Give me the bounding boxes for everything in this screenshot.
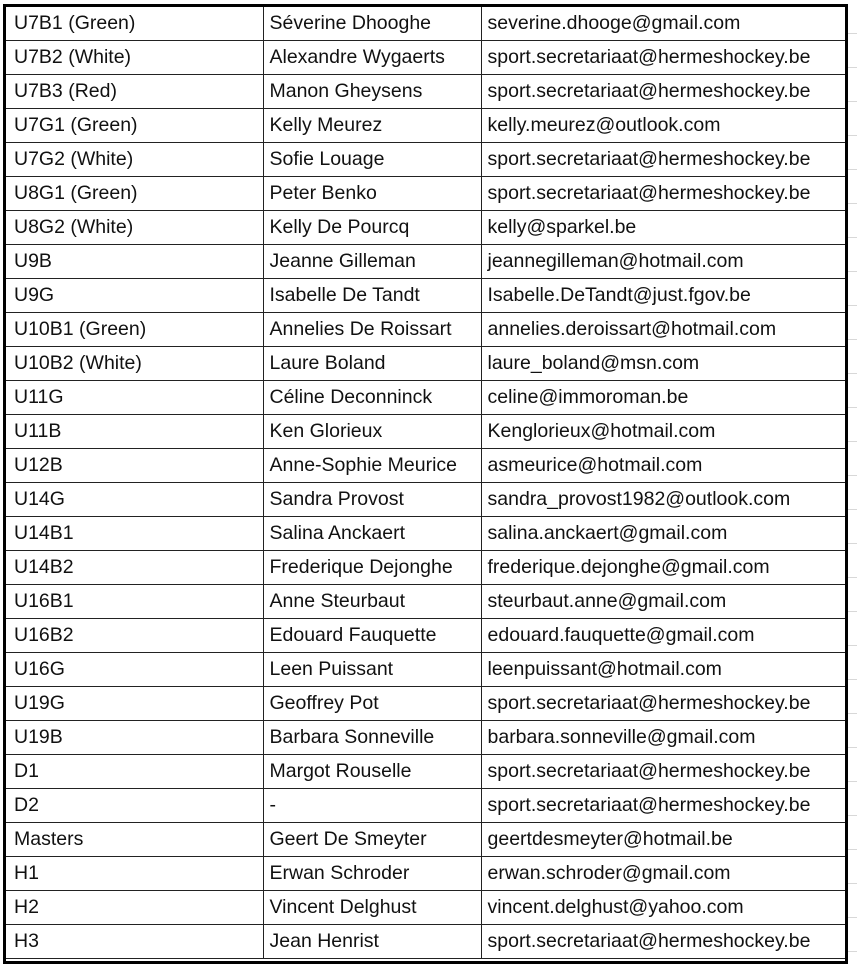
contact-name-cell[interactable]: Kelly De Pourcq	[263, 211, 481, 245]
email-cell[interactable]: kelly.meurez@outlook.com	[481, 109, 845, 143]
team-cell[interactable]: U7G2 (White)	[6, 143, 263, 177]
email-cell[interactable]: severine.dhooge@gmail.com	[481, 7, 845, 41]
contact-name-cell[interactable]: Margot Rouselle	[263, 755, 481, 789]
contact-name-cell[interactable]: Anne Steurbaut	[263, 585, 481, 619]
table-row	[6, 143, 845, 177]
team-cell[interactable]: D1	[6, 755, 263, 789]
email-cell[interactable]: barbara.sonneville@gmail.com	[481, 721, 845, 755]
team-cell[interactable]: U19G	[6, 687, 263, 721]
team-cell[interactable]: H1	[6, 857, 263, 891]
contact-name-cell[interactable]: Manon Gheysens	[263, 75, 481, 109]
email-cell[interactable]: salina.anckaert@gmail.com	[481, 517, 845, 551]
table-body	[6, 7, 845, 959]
table-row	[6, 109, 845, 143]
contact-name-cell[interactable]: Isabelle De Tandt	[263, 279, 481, 313]
table-row	[6, 177, 845, 211]
spreadsheet-gridlines	[848, 0, 857, 966]
team-cell[interactable]: U7B2 (White)	[6, 41, 263, 75]
table-row	[6, 857, 845, 891]
table-row	[6, 75, 845, 109]
contact-name-cell[interactable]: Edouard Fauquette	[263, 619, 481, 653]
contact-name-cell[interactable]: Vincent Delghust	[263, 891, 481, 925]
contact-name-cell[interactable]: Leen Puissant	[263, 653, 481, 687]
contact-name-cell[interactable]: Peter Benko	[263, 177, 481, 211]
team-cell[interactable]: U11B	[6, 415, 263, 449]
email-cell[interactable]: sport.secretariaat@hermeshockey.be	[481, 925, 845, 959]
table-row	[6, 517, 845, 551]
contact-name-cell[interactable]: Alexandre Wygaerts	[263, 41, 481, 75]
email-cell[interactable]: annelies.deroissart@hotmail.com	[481, 313, 845, 347]
team-cell[interactable]: U16B2	[6, 619, 263, 653]
contact-name-cell[interactable]: Frederique Dejonghe	[263, 551, 481, 585]
contact-name-cell[interactable]: Jeanne Gilleman	[263, 245, 481, 279]
contact-name-cell[interactable]: Anne-Sophie Meurice	[263, 449, 481, 483]
team-cell[interactable]: U19B	[6, 721, 263, 755]
email-cell[interactable]: edouard.fauquette@gmail.com	[481, 619, 845, 653]
table-row	[6, 313, 845, 347]
contact-name-cell[interactable]: Jean Henrist	[263, 925, 481, 959]
team-cell[interactable]: H3	[6, 925, 263, 959]
contact-name-cell[interactable]: Sofie Louage	[263, 143, 481, 177]
team-cell[interactable]: U7B1 (Green)	[6, 7, 263, 41]
email-cell[interactable]: sandra_provost1982@outlook.com	[481, 483, 845, 517]
team-cell[interactable]: U8G1 (Green)	[6, 177, 263, 211]
team-cell[interactable]: D2	[6, 789, 263, 823]
table-row	[6, 279, 845, 313]
team-cell[interactable]: U10B2 (White)	[6, 347, 263, 381]
email-cell[interactable]: sport.secretariaat@hermeshockey.be	[481, 143, 845, 177]
table-row	[6, 619, 845, 653]
email-cell[interactable]: vincent.delghust@yahoo.com	[481, 891, 845, 925]
contact-name-cell[interactable]: Barbara Sonneville	[263, 721, 481, 755]
email-cell[interactable]: jeannegilleman@hotmail.com	[481, 245, 845, 279]
email-cell[interactable]: celine@immoroman.be	[481, 381, 845, 415]
email-cell[interactable]: laure_boland@msn.com	[481, 347, 845, 381]
email-cell[interactable]: sport.secretariaat@hermeshockey.be	[481, 177, 845, 211]
team-cell[interactable]: U14B1	[6, 517, 263, 551]
email-cell[interactable]: steurbaut.anne@gmail.com	[481, 585, 845, 619]
contact-name-cell[interactable]: Annelies De Roissart	[263, 313, 481, 347]
contact-name-cell[interactable]: Geert De Smeyter	[263, 823, 481, 857]
email-cell[interactable]: Isabelle.DeTandt@just.fgov.be	[481, 279, 845, 313]
team-cell[interactable]: Masters	[6, 823, 263, 857]
table-row	[6, 551, 845, 585]
team-cell[interactable]: U16G	[6, 653, 263, 687]
contact-name-cell[interactable]: Séverine Dhooghe	[263, 7, 481, 41]
team-cell[interactable]: U14B2	[6, 551, 263, 585]
table-row	[6, 721, 845, 755]
email-cell[interactable]: asmeurice@hotmail.com	[481, 449, 845, 483]
contact-name-cell[interactable]: Salina Anckaert	[263, 517, 481, 551]
table-row	[6, 7, 845, 41]
table-row	[6, 925, 845, 959]
team-cell[interactable]: U12B	[6, 449, 263, 483]
team-cell[interactable]: U16B1	[6, 585, 263, 619]
team-cell[interactable]: U10B1 (Green)	[6, 313, 263, 347]
table-row	[6, 755, 845, 789]
email-cell[interactable]: Kenglorieux@hotmail.com	[481, 415, 845, 449]
team-contacts-table	[6, 7, 845, 959]
table-row	[6, 415, 845, 449]
table-row	[6, 211, 845, 245]
team-cell[interactable]: U7G1 (Green)	[6, 109, 263, 143]
table-row	[6, 381, 845, 415]
contact-name-cell[interactable]: Geoffrey Pot	[263, 687, 481, 721]
team-cell[interactable]: U9B	[6, 245, 263, 279]
contact-name-cell[interactable]: Céline Deconninck	[263, 381, 481, 415]
team-cell[interactable]: U8G2 (White)	[6, 211, 263, 245]
contact-name-cell[interactable]: Sandra Provost	[263, 483, 481, 517]
contact-name-cell[interactable]: Ken Glorieux	[263, 415, 481, 449]
team-cell[interactable]: U11G	[6, 381, 263, 415]
team-cell[interactable]: U14G	[6, 483, 263, 517]
table-row	[6, 891, 845, 925]
email-cell[interactable]: leenpuissant@hotmail.com	[481, 653, 845, 687]
team-cell[interactable]: U9G	[6, 279, 263, 313]
table-row	[6, 585, 845, 619]
email-cell[interactable]: kelly@sparkel.be	[481, 211, 845, 245]
team-cell[interactable]: H2	[6, 891, 263, 925]
table-row	[6, 653, 845, 687]
contact-name-cell[interactable]: Kelly Meurez	[263, 109, 481, 143]
contact-name-cell[interactable]: -	[263, 789, 481, 823]
email-cell[interactable]: sport.secretariaat@hermeshockey.be	[481, 75, 845, 109]
team-cell[interactable]: U7B3 (Red)	[6, 75, 263, 109]
email-cell[interactable]: erwan.schroder@gmail.com	[481, 857, 845, 891]
email-cell[interactable]: sport.secretariaat@hermeshockey.be	[481, 755, 845, 789]
table-row	[6, 347, 845, 381]
email-cell[interactable]: frederique.dejonghe@gmail.com	[481, 551, 845, 585]
table-row	[6, 41, 845, 75]
email-cell[interactable]: sport.secretariaat@hermeshockey.be	[481, 687, 845, 721]
email-cell[interactable]: sport.secretariaat@hermeshockey.be	[481, 789, 845, 823]
table-row	[6, 687, 845, 721]
contact-table-container	[3, 4, 848, 964]
table-row	[6, 449, 845, 483]
email-cell[interactable]: sport.secretariaat@hermeshockey.be	[481, 41, 845, 75]
table-row	[6, 245, 845, 279]
table-row	[6, 789, 845, 823]
table-row	[6, 823, 845, 857]
contact-name-cell[interactable]: Erwan Schroder	[263, 857, 481, 891]
table-row	[6, 483, 845, 517]
contact-name-cell[interactable]: Laure Boland	[263, 347, 481, 381]
email-cell[interactable]: geertdesmeyter@hotmail.be	[481, 823, 845, 857]
